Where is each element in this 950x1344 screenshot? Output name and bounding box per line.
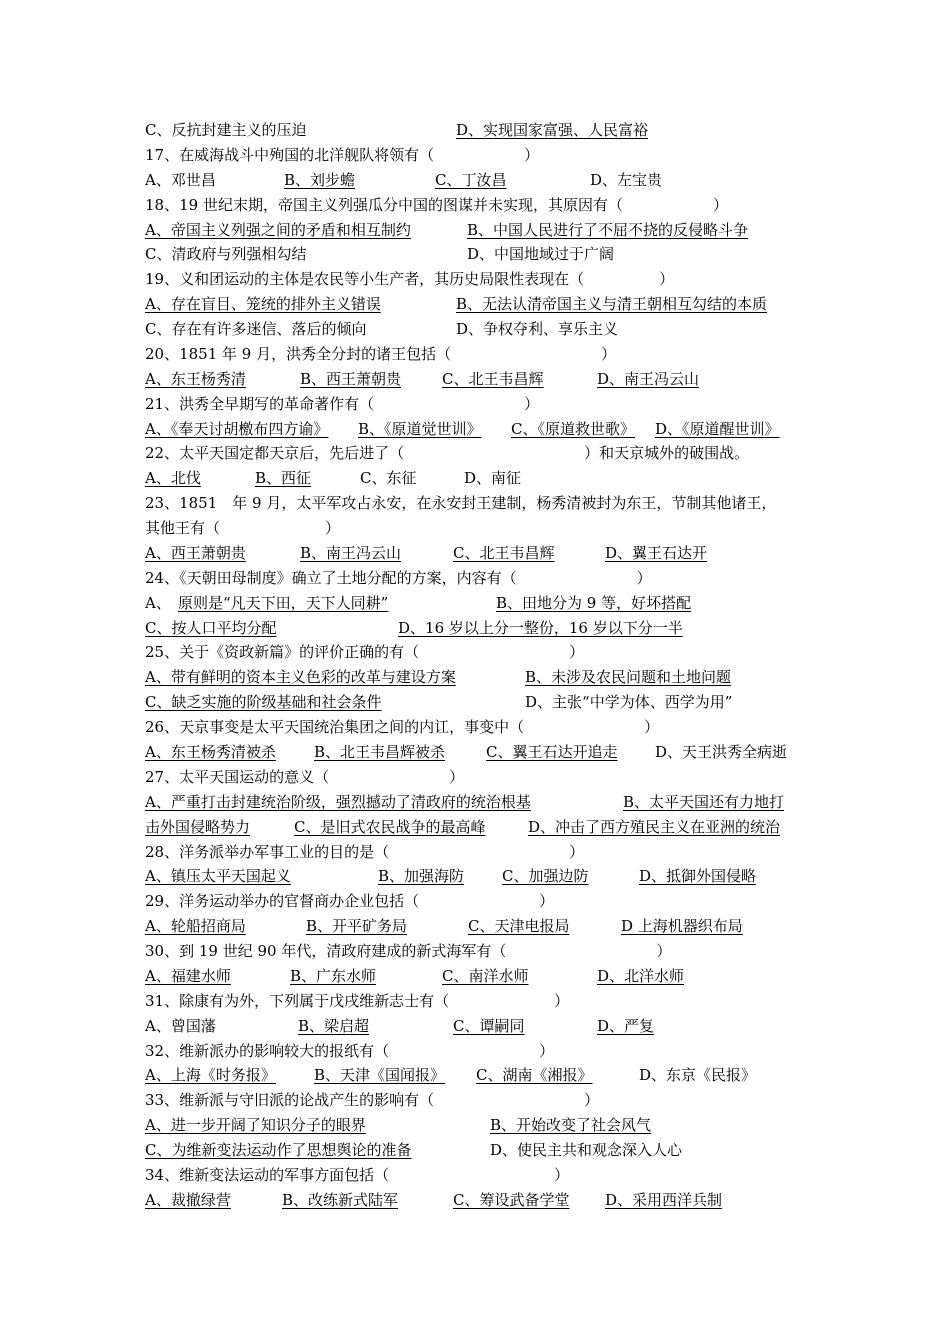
underlined-answer: B、未涉及农民问题和土地问题 (525, 668, 732, 687)
underlined-answer: B、天津《国闻报》 (314, 1066, 446, 1085)
text-line (145, 591, 820, 616)
text-segment: D、天王洪秀全病逝 (655, 743, 788, 761)
underlined-answer: C、翼王石达开追走 (486, 743, 618, 761)
text-line (145, 1138, 820, 1163)
text-line (145, 242, 820, 267)
underlined-answer: B、加强海防 (378, 867, 465, 886)
text-segment: C、反抗封建主义的压迫 (145, 121, 307, 139)
text-line (145, 1088, 820, 1113)
underlined-answer: D 上海机器织布局 (621, 917, 743, 936)
text-line (145, 1014, 820, 1039)
text-line (145, 441, 820, 466)
text-segment: 24、《天朝田母制度》确立了土地分配的方案，内容有（ ） (145, 568, 652, 587)
underlined-answer: A、西王萧朝贵 (145, 543, 246, 562)
underlined-answer: B、太平天国还有力地打 (623, 792, 785, 811)
text-line (145, 118, 820, 143)
text-line (145, 690, 820, 715)
text-segment: 32、维新派办的影响较大的报纸有（ ） (145, 1041, 555, 1060)
text-line (145, 417, 820, 442)
underlined-answer: D、翼王石达开 (605, 543, 708, 562)
text-line (145, 715, 820, 740)
underlined-answer: D、16 岁以上分一整份，16 岁以下分一半 (398, 618, 683, 637)
text-line (145, 292, 820, 317)
underlined-answer: B、开平矿务局 (306, 917, 408, 936)
text-line (145, 989, 820, 1014)
text-segment: 33、维新派与守旧派的论战产生的影响有（ ） (145, 1091, 600, 1110)
text-segment: A、 (145, 593, 171, 612)
underlined-answer: A、带有鲜明的资本主义色彩的改革与建设方案 (145, 668, 456, 687)
underlined-answer: B、北王韦昌辉被杀 (314, 743, 446, 761)
underlined-answer: A、帝国主义列强之间的矛盾和相互制约 (145, 220, 411, 239)
underlined-answer: A、进一步开阔了知识分子的眼界 (145, 1116, 366, 1135)
text-line (145, 1163, 820, 1188)
underlined-answer: D、抵御外国侵略 (639, 867, 757, 886)
text-segment: D、中国地域过于广阔 (467, 245, 615, 264)
underlined-answer: C、筹设武备学堂 (453, 1190, 570, 1209)
text-segment: D、南征 (464, 469, 522, 488)
underlined-answer: A、福建水师 (145, 966, 231, 985)
underlined-answer: A、严重打击封建统治阶级，强烈撼动了清政府的统治根基 (145, 792, 531, 811)
text-line (145, 541, 820, 566)
text-line (145, 889, 820, 914)
text-segment: D、争权夺利、享乐主义 (456, 320, 619, 339)
text-segment: C、存在有许多迷信、落后的倾向 (145, 320, 367, 339)
text-segment: D、使民主共和观念深入人心 (490, 1141, 683, 1160)
text-line (145, 765, 820, 790)
text-segment: 26、天京事变是太平天国统治集团之间的内讧，事变中（ ） (145, 718, 660, 737)
text-line (145, 168, 820, 193)
underlined-answer: 原则是“凡天下田，天下人同耕” (178, 593, 389, 612)
text-line (145, 143, 820, 168)
text-segment: 21、洪秀全早期写的革命著作有（ ） (145, 394, 540, 413)
underlined-answer: B、田地分为 9 等，好坏搭配 (496, 593, 692, 612)
text-segment: D、东京《民报》 (639, 1066, 757, 1085)
underlined-answer: A、存在盲目、笼统的排外主义错误 (145, 295, 381, 314)
text-line (145, 267, 820, 292)
underlined-answer: C、《原道救世歌》 (511, 419, 635, 438)
underlined-answer: B、南王冯云山 (300, 543, 402, 562)
text-line (145, 665, 820, 690)
text-segment: 30、到 19 世纪 90 年代，清政府建成的新式海军有（ ） (145, 942, 672, 961)
underlined-answer: D、《原道醒世训》 (655, 419, 780, 438)
text-line (145, 1188, 820, 1213)
text-segment: 23、1851 年 9 月，太平军攻占永安，在永安封王建制，杨秀清被封为东王，节制其他诸王， (145, 494, 777, 513)
text-line (145, 939, 820, 964)
underlined-answer: C、缺乏实施的阶级基础和社会条件 (145, 693, 382, 712)
text-line (145, 640, 820, 665)
underlined-answer: C、湖南《湘报》 (476, 1066, 593, 1085)
underlined-answer: C、北王韦昌辉 (442, 369, 544, 388)
text-line (145, 914, 820, 939)
text-segment: 19、义和团运动的主体是农民等小生产者，其历史局限性表现在（ ） (145, 270, 675, 289)
text-segment: 34、维新变法运动的军事方面包括（ ） (145, 1165, 570, 1184)
underlined-answer: D、采用西洋兵制 (605, 1190, 723, 1209)
text-segment: D、主张“中学为体、西学为用” (525, 693, 733, 712)
text-line (145, 740, 820, 765)
underlined-answer: B、西王萧朝贵 (300, 369, 402, 388)
underlined-answer: A、东王杨秀清被杀 (145, 743, 276, 761)
text-segment: 29、洋务运动举办的官督商办企业包括（ ） (145, 892, 555, 911)
underlined-answer: C、为维新变法运动作了思想舆论的准备 (145, 1141, 412, 1160)
text-line (145, 516, 820, 541)
text-segment: 18、19 世纪末期，帝国主义列强瓜分中国的图谋并未实现，其原因有（ ） (145, 195, 728, 214)
underlined-answer: D、北洋水师 (597, 966, 685, 985)
text-line (145, 342, 820, 367)
text-segment: 27、太平天国运动的意义（ ） (145, 767, 465, 786)
text-line (145, 392, 820, 417)
underlined-answer: C、加强边防 (502, 867, 589, 886)
text-line (145, 566, 820, 591)
text-segment: 17、在威海战斗中殉国的北洋舰队将领有（ ） (145, 145, 540, 164)
underlined-answer: C、南洋水师 (442, 966, 529, 985)
underlined-answer: A、裁撤绿营 (145, 1190, 231, 1209)
underlined-answer: B、无法认清帝国主义与清王朝相互勾结的本质 (456, 295, 768, 314)
underlined-answer: D、冲击了西方殖民主义在亚洲的统治 (528, 817, 781, 836)
text-segment: 20、1851 年 9 月，洪秀全分封的诸王包括（ ） (145, 344, 617, 363)
underlined-answer: B、广东水师 (290, 966, 377, 985)
text-line (145, 815, 820, 840)
underlined-answer: A、东王杨秀清 (145, 369, 246, 388)
underlined-answer: 击外国侵略势力 (145, 817, 251, 836)
text-line (145, 466, 820, 491)
underlined-answer: B、中国人民进行了不屈不挠的反侵略斗争 (467, 220, 749, 239)
underlined-answer: D、实现国家富强、人民富裕 (456, 121, 649, 139)
text-segment: 25、关于《资政新篇》的评价正确的有（ ） (145, 643, 585, 662)
text-line (145, 1039, 820, 1064)
text-line (145, 616, 820, 641)
text-segment: 28、洋务派举办军事工业的目的是（ ） (145, 842, 585, 861)
text-segment: C、清政府与列强相勾结 (145, 245, 307, 264)
text-line (145, 864, 820, 889)
text-segment: A、曾国藩 (145, 1016, 216, 1035)
text-line (145, 218, 820, 243)
text-line (145, 193, 820, 218)
text-segment: C、东征 (360, 469, 417, 488)
underlined-answer: A、北伐 (145, 469, 201, 488)
text-segment: 其他王有（ ） (145, 519, 341, 538)
underlined-answer: B、开始改变了社会风气 (490, 1116, 652, 1135)
text-line (145, 317, 820, 342)
underlined-answer: A、镇压太平天国起义 (145, 867, 291, 886)
underlined-answer: B、《原道觉世训》 (358, 419, 482, 438)
text-line (145, 840, 820, 865)
text-segment: A、邓世昌 (145, 170, 216, 189)
text-segment: 31、除康有为外，下列属于戊戌维新志士有（ ） (145, 991, 570, 1010)
underlined-answer: D、严复 (597, 1016, 655, 1035)
underlined-answer: C、按人口平均分配 (145, 618, 277, 637)
text-segment: D、左宝贵 (590, 170, 663, 189)
underlined-answer: C、谭嗣同 (453, 1016, 525, 1035)
text-line (145, 367, 820, 392)
underlined-answer: A、轮船招商局 (145, 917, 246, 936)
underlined-answer: C、北王韦昌辉 (453, 543, 555, 562)
underlined-answer: A、上海《时务报》 (145, 1066, 276, 1085)
underlined-answer: C、丁汝昌 (435, 170, 507, 189)
underlined-answer: A、《奉天讨胡檄布四方谕》 (145, 419, 329, 438)
text-line (145, 790, 820, 815)
underlined-answer: C、天津电报局 (468, 917, 570, 936)
text-line (145, 491, 820, 516)
underlined-answer: C、是旧式农民战争的最高峰 (294, 817, 486, 836)
underlined-answer: B、梁启超 (298, 1016, 370, 1035)
text-line (145, 964, 820, 989)
underlined-answer: B、西征 (255, 469, 312, 488)
text-line (145, 1113, 820, 1138)
text-segment: 22、太平天国定都天京后，先后进了（ ）和天京城外的破围战。 (145, 444, 750, 463)
text-line (145, 1063, 820, 1088)
underlined-answer: B、改练新式陆军 (282, 1190, 399, 1209)
underlined-answer: D、南王冯云山 (597, 369, 700, 388)
underlined-answer: B、刘步蟾 (284, 170, 356, 189)
